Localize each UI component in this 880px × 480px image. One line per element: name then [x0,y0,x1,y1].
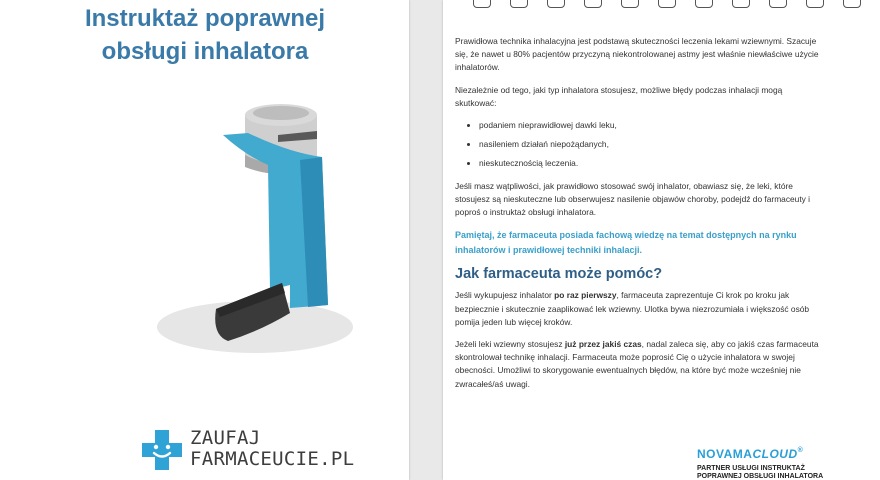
logo-text [190,428,354,470]
title-line-1: Instruktaż poprawnej [84,5,326,32]
first-time-paragraph [455,289,825,329]
text-fragment: Jeżeli leki wziewny stosujesz [455,339,565,350]
bold-fragment: po raz pierwszy [554,290,617,301]
inhaler-type-icon [658,0,676,8]
inhaler-type-icon [769,0,787,8]
inhaler-type-icon [621,0,639,8]
highlight-paragraph: Pamiętaj, że farmaceuta posiada fachową wiedzę na temat dostępnych na rynku inhalatorów i prawidłowej techniki inhalacji. [455,230,797,256]
text-fragment: , nadal zaleca się, aby co jakiś czas farmaceuta skontrolował technikę inhalacji. Farmaceuta może poprosić Cię o użycie inhalatora w swojej obecności. Umożliwi to skorygowanie ewentualnych błędów, na które być może wcześniej nie zwracałeś/aś uwagi. [455,339,819,389]
novama-cloud: CLOUD [752,447,798,461]
inhaler-type-icon [843,0,861,8]
partner-text [697,465,877,480]
errors-intro-paragraph: Niezależnie od tego, jaki typ inhalatora stosujesz, możliwe błędy podczas inhalacji mogą skutkować: [455,84,783,108]
list-item: • nasileniem działań niepożądanych, [479,138,825,151]
partner-line-2: POPRAWNEJ OBSŁUGI INHALATORA [697,473,824,480]
novama-partner[interactable] [697,447,877,480]
list-item: • podaniem nieprawidłowej dawki leku, [479,119,825,132]
title-line-2: obsługi inhalatora [101,38,309,65]
novama-cloud-logo [697,447,877,461]
text-fragment: Jeśli wykupujesz inhalator [455,290,555,301]
section-heading: Jak farmaceuta może pomóc? [455,266,663,283]
inhaler-type-icon [732,0,750,8]
left-page [0,0,409,480]
list-item: • nieskutecznością leczenia. [479,157,825,170]
right-page [443,0,880,480]
top-icon-row [473,0,861,8]
partner-line-1: PARTNER USŁUGI INSTRUKTAŻ [697,465,805,472]
inhaler-type-icon [473,0,491,8]
article-content [455,35,825,400]
logo-line-1: ZAUFAJ [190,427,261,449]
inhaler-illustration [150,95,370,365]
page-title [40,2,370,68]
inhaler-type-icon [695,0,713,8]
inhaler-type-icon [510,0,528,8]
errors-list [455,119,825,171]
registered-mark: ® [797,447,804,454]
long-use-paragraph [455,338,825,391]
cross-smile-icon [140,428,184,472]
text-fragment: , farmaceuta zaprezentuje Ci krok po kroku jak bezpiecznie i skutecznie zaaplikować lek wziewny. Ulotka bywa niezrozumiała i większość osób pomija jeden lub więcej kroków. [455,290,810,327]
inhaler-type-icon [547,0,565,8]
bold-fragment: już przez jakiś czas [564,339,642,350]
zaufaj-farmaceucie-logo[interactable] [140,427,355,477]
doubt-paragraph: Jeśli masz wątpliwości, jak prawidłowo stosować swój inhalator, obawiasz się, że leki, które stosujesz są nieskuteczne lub obserwujesz nasilenie objawów choroby, podejdź do farmaceuty i poproś o instruktaż obsługi inhalatora. [455,180,811,218]
intro-paragraph: Prawidłowa technika inhalacyjna jest podstawą skuteczności leczenia lekami wziewnymi. Szacuje się, że nawet u 80% pacjentów przyczyną niekontrolowanej astmy jest właśnie niewłaściwe użycie inhalatorów. [455,36,819,73]
novama-brand: NOVAMA [697,447,753,461]
inhaler-type-icon [806,0,824,8]
inhaler-type-icon [584,0,602,8]
logo-line-2: FARMACEUCIE.PL [190,448,355,470]
